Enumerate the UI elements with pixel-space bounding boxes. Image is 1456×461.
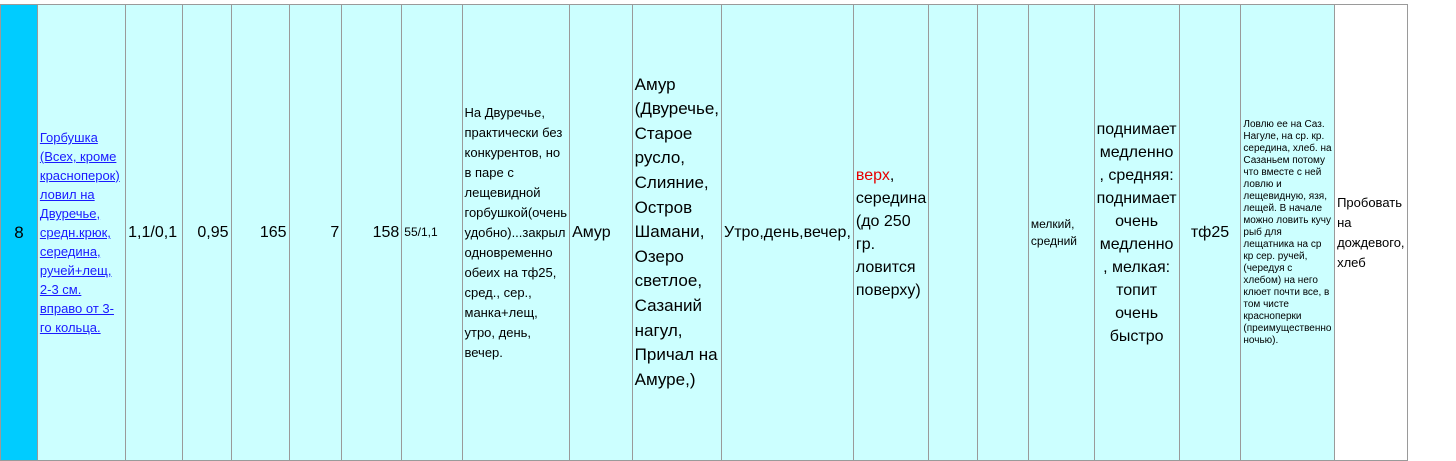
cell-col7: 158 xyxy=(342,5,402,461)
size-cell: мелкий, средний xyxy=(1028,5,1094,461)
notes-cell: На Двуречье, практически без конкурентов, но в паре с лещевидной горбушкой(очень удобно)...закрыл одновременно обеих на тф25, сред., сер., манка+лещ, утро, день, вечер. xyxy=(462,5,570,461)
cell-col15 xyxy=(929,5,978,461)
try-note-cell: Пробовать на дождевого, хлеб xyxy=(1335,5,1407,461)
cell-col8: 55/1,1 xyxy=(402,5,462,461)
long-note-cell: Ловлю ее на Саз. Нагуле, на ср. кр. середина, хлеб. на Сазаньем потому что вместе с ней ловлю и лещевидную, язя, лещей. В начале можно ловить кучу рыб для лещатника на ср кр сер. ручей, (чередуя с хлебом) на него клюет почти все, в том чисте красноперки (преимущественно ночью). xyxy=(1241,5,1335,461)
places-cell: Амур (Двуречье, Старое русло, Слияние, Остров Шамани, Озеро светлое, Сазаний нагул, Причал на Амуре,) xyxy=(632,5,721,461)
depth-rest: , середина (до 250 гр. ловится поверху) xyxy=(856,167,926,299)
fish-table xyxy=(0,4,1456,461)
depth-highlight: верх xyxy=(856,167,890,184)
depth-cell xyxy=(853,5,928,461)
table-row xyxy=(1,5,1456,461)
tackle-cell: тф25 xyxy=(1179,5,1241,461)
river-cell: Амур xyxy=(570,5,633,461)
cell-col6: 7 xyxy=(289,5,342,461)
row-number: 8 xyxy=(1,5,38,461)
cell-col5: 165 xyxy=(231,5,289,461)
cell-col3: 1,1/0,1 xyxy=(126,5,183,461)
cell-col4: 0,95 xyxy=(183,5,231,461)
behavior-cell: поднимает медленно , средняя: поднимает очень медленно , мелкая: топит очень быстро xyxy=(1094,5,1179,461)
fish-name-link[interactable]: Горбушка (Всех, кроме красноперок) ловил на Двуречье, средн.крюк, середина, ручей+лещ, 2-3 см. вправо от 3-го кольца. xyxy=(40,130,120,335)
time-cell: Утро,день,вечер, xyxy=(722,5,854,461)
fish-name-cell xyxy=(37,5,125,461)
cell-col16 xyxy=(978,5,1028,461)
